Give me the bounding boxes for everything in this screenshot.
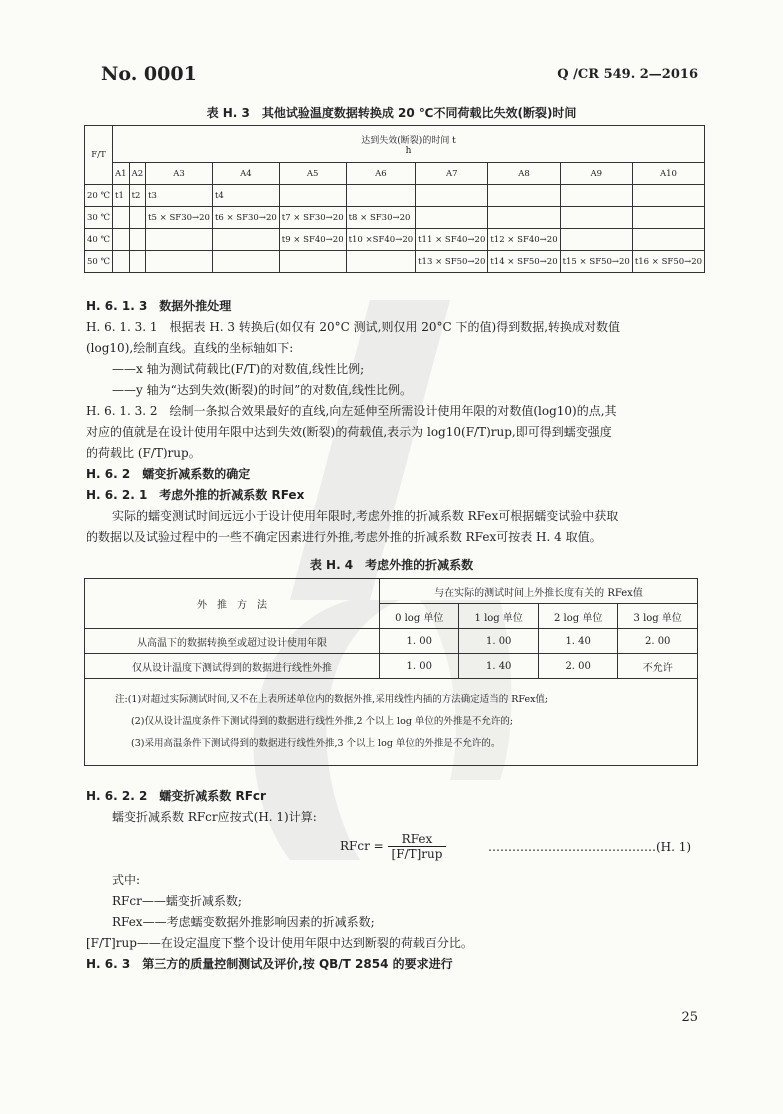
table-cell bbox=[346, 185, 416, 207]
table-cell bbox=[560, 229, 632, 251]
body-line: H. 6. 2. 2 蠕变折减系数 RFcr bbox=[86, 789, 266, 803]
table-cell bbox=[129, 251, 146, 273]
col-header: A9 bbox=[560, 163, 632, 185]
table-row bbox=[85, 629, 698, 654]
formula-tag: ……………………………………(H. 1) bbox=[488, 840, 692, 854]
table-cell: t14 × SF50→20 bbox=[488, 251, 560, 273]
table-cell bbox=[632, 185, 704, 207]
row-label: 30 ℃ bbox=[85, 207, 113, 229]
col-header: A10 bbox=[632, 163, 704, 185]
notes-row bbox=[85, 679, 698, 766]
row-label: 仅从设计温度下测试得到的数据进行线性外推 bbox=[85, 654, 380, 679]
body-line: H. 6. 1. 3. 2 绘制一条拟合效果最好的直线,向左延伸至所需设计使用年限的对数值(log10)的点,其 bbox=[86, 404, 617, 418]
col-header: 2 log 单位 bbox=[538, 604, 617, 629]
col-header: A5 bbox=[279, 163, 346, 185]
table-cell bbox=[146, 251, 213, 273]
note-line: (2)仅从设计温度条件下测试得到的数据进行线性外推,2 个以上 log 单位的外推是不允许的; bbox=[131, 716, 514, 727]
table-cell: t5 × SF30→20 bbox=[146, 207, 213, 229]
document-number: No. 0001 bbox=[101, 63, 197, 85]
table-cell: t12 × SF40→20 bbox=[488, 229, 560, 251]
table-cell: t3 bbox=[146, 185, 213, 207]
table-cell: 2. 00 bbox=[538, 654, 617, 679]
table-cell bbox=[346, 251, 416, 273]
table-cell: t4 bbox=[212, 185, 279, 207]
standard-code: Q /CR 549. 2—2016 bbox=[557, 67, 698, 82]
table-row bbox=[85, 654, 698, 679]
table-cell: 不允许 bbox=[618, 654, 698, 679]
table-cell: t11 × SF40→20 bbox=[416, 229, 488, 251]
method-header: 外 推 方 法 bbox=[85, 579, 380, 629]
formula-h1: RFcr = $\frac{\text{RFex}}{\text{[F/T]rup}}$ bbox=[340, 832, 446, 861]
table-cell bbox=[146, 229, 213, 251]
body-line: H. 6. 1. 3 数据外推处理 bbox=[86, 299, 232, 313]
table-row bbox=[85, 185, 705, 207]
table-cell: 1. 00 bbox=[459, 629, 538, 654]
col-header: A3 bbox=[146, 163, 213, 185]
table-cell: t1 bbox=[113, 185, 130, 207]
row-label: 50 ℃ bbox=[85, 251, 113, 273]
table-cell bbox=[279, 251, 346, 273]
table-cell: t6 × SF30→20 bbox=[212, 207, 279, 229]
page-number: 25 bbox=[681, 1010, 698, 1025]
table-cell bbox=[560, 185, 632, 207]
table-cell: 1. 40 bbox=[538, 629, 617, 654]
table-h4 bbox=[84, 578, 698, 766]
body-line: RFcr——蠕变折减系数; bbox=[112, 894, 242, 908]
table-cell: t13 × SF50→20 bbox=[416, 251, 488, 273]
table-cell: t9 × SF40→20 bbox=[279, 229, 346, 251]
table-cell bbox=[113, 251, 130, 273]
row-header: F/T bbox=[85, 126, 113, 185]
table-cell bbox=[212, 251, 279, 273]
col-header: A1 bbox=[113, 163, 130, 185]
table-cell bbox=[416, 185, 488, 207]
row-label: 40 ℃ bbox=[85, 229, 113, 251]
table-cell: 2. 00 bbox=[618, 629, 698, 654]
table-cell: 1. 00 bbox=[380, 654, 459, 679]
body-line: 蠕变折减系数 RFcr应按式(H. 1)计算: bbox=[112, 810, 317, 824]
col-group-header: 达到失效(断裂)的时间 t h bbox=[113, 126, 705, 163]
body-line: 实际的蠕变测试时间远远小于设计使用年限时,考虑外推的折减系数 RFex可根据蠕变试验中获取 bbox=[112, 509, 619, 523]
body-line: 对应的值就是在设计使用年限中达到失效(断裂)的荷载值,表示为 log10(F/T)rup,即可得到蠕变强度 bbox=[86, 425, 612, 439]
table-h3-caption: 表 H. 3 其他试验温度数据转换成 20 ℃不同荷载比失效(断裂)时间 bbox=[206, 106, 577, 120]
table-cell bbox=[632, 229, 704, 251]
table-cell bbox=[560, 207, 632, 229]
body-line: 式中: bbox=[112, 873, 141, 887]
table-cell bbox=[488, 185, 560, 207]
table-cell bbox=[113, 229, 130, 251]
table-cell: 1. 40 bbox=[459, 654, 538, 679]
body-line: (log10),绘制直线。直线的坐标轴如下: bbox=[86, 341, 294, 355]
table-cell bbox=[212, 229, 279, 251]
body-line: ——x 轴为测试荷载比(F/T)的对数值,线性比例; bbox=[112, 362, 365, 376]
note-line: 注:(1)对超过实际测试时间,又不在上表所述单位内的数据外推,采用线性内插的方法确定适当的 RFex值; bbox=[115, 694, 549, 705]
note-line: (3)采用高温条件下测试得到的数据进行线性外推,3 个以上 log 单位的外推是不允许的。 bbox=[131, 738, 501, 749]
table-cell: t7 × SF30→20 bbox=[279, 207, 346, 229]
table-cell bbox=[279, 185, 346, 207]
row-label: 20 ℃ bbox=[85, 185, 113, 207]
table-cell: t2 bbox=[129, 185, 146, 207]
table-cell bbox=[632, 207, 704, 229]
table-row bbox=[85, 229, 705, 251]
table-row bbox=[85, 251, 705, 273]
col-header: A7 bbox=[416, 163, 488, 185]
table-cell: t16 × SF50→20 bbox=[632, 251, 704, 273]
table-cell: t8 × SF30→20 bbox=[346, 207, 416, 229]
body-line: H. 6. 1. 3. 1 根据表 H. 3 转换后(如仅有 20°C 测试,则仅用 20°C 下的值)得到数据,转换成对数值 bbox=[86, 320, 621, 334]
table-notes bbox=[85, 679, 698, 766]
body-line: ——y 轴为“达到失效(断裂)的时间”的对数值,线性比例。 bbox=[112, 383, 413, 397]
group-header: 与在实际的测试时间上外推长度有关的 RFex值 bbox=[380, 579, 698, 604]
body-line: H. 6. 3 第三方的质量控制测试及评价,按 QB/T 2854 的要求进行 bbox=[86, 957, 453, 971]
body-line: 的荷载比 (F/T)rup。 bbox=[86, 446, 201, 460]
body-line: H. 6. 2. 1 考虑外推的折减系数 RFex bbox=[86, 488, 305, 502]
body-line: 的数据以及试验过程中的一些不确定因素进行外推,考虑外推的折减系数 RFex可按表 H. 4 取值。 bbox=[86, 530, 602, 544]
col-header: A4 bbox=[212, 163, 279, 185]
col-header: 3 log 单位 bbox=[618, 604, 698, 629]
body-line: RFex——考虑蠕变数据外推影响因素的折减系数; bbox=[112, 915, 375, 929]
table-cell: 1. 00 bbox=[380, 629, 459, 654]
body-line: [F/T]rup——在设定温度下整个设计使用年限中达到断裂的荷载百分比。 bbox=[86, 936, 473, 950]
table-cell bbox=[488, 207, 560, 229]
body-line: H. 6. 2 蠕变折减系数的确定 bbox=[86, 467, 251, 481]
col-header: 1 log 单位 bbox=[459, 604, 538, 629]
table-cell: t10 ×SF40→20 bbox=[346, 229, 416, 251]
table-cell bbox=[129, 229, 146, 251]
table-row bbox=[85, 207, 705, 229]
table-cell bbox=[129, 207, 146, 229]
col-header: 0 log 单位 bbox=[380, 604, 459, 629]
table-h3 bbox=[84, 125, 705, 273]
table-h4-caption: 表 H. 4 考虑外推的折减系数 bbox=[309, 558, 474, 572]
table-cell bbox=[113, 207, 130, 229]
col-header: A6 bbox=[346, 163, 416, 185]
table-cell: t15 × SF50→20 bbox=[560, 251, 632, 273]
row-label: 从高温下的数据转换至或超过设计使用年限 bbox=[85, 629, 380, 654]
col-header: A8 bbox=[488, 163, 560, 185]
col-header: A2 bbox=[129, 163, 146, 185]
table-cell bbox=[416, 207, 488, 229]
